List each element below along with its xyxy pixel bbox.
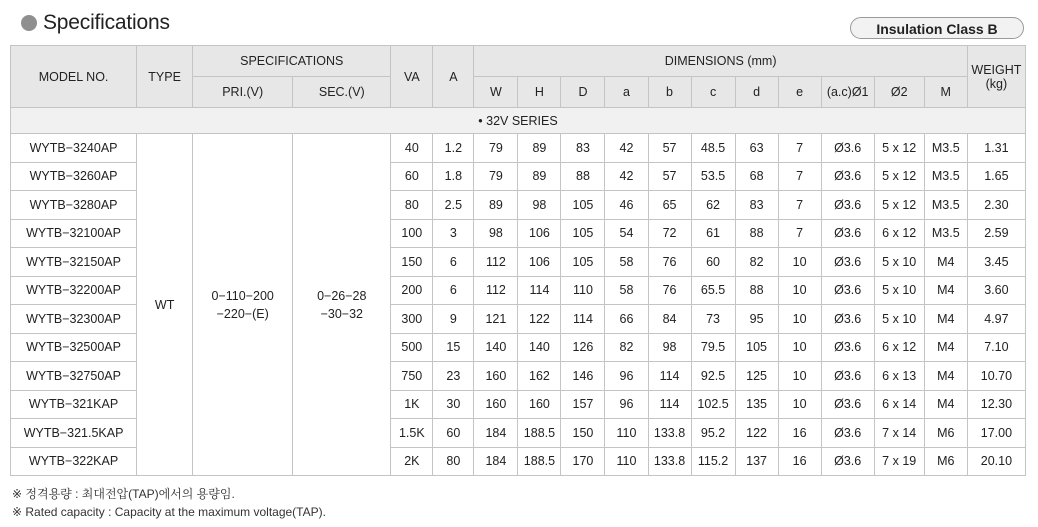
cell-dd: 122 <box>735 419 778 448</box>
cell-va: 200 <box>391 276 433 305</box>
cell-da: 42 <box>605 134 648 163</box>
cell-e: 10 <box>778 362 821 391</box>
cell-o1: Ø3.6 <box>821 276 874 305</box>
cell-a: 3 <box>433 219 474 248</box>
cell-w: 89 <box>474 191 518 220</box>
cell-e: 10 <box>778 390 821 419</box>
footnote-english: ※ Rated capacity : Capacity at the maximum voltage(TAP). <box>12 505 326 519</box>
cell-da: 42 <box>605 162 648 191</box>
cell-model: WYTB−32150AP <box>11 248 137 277</box>
cell-o1: Ø3.6 <box>821 162 874 191</box>
cell-pri <box>193 134 293 476</box>
cell-model: WYTB−322KAP <box>11 447 137 476</box>
footnotes <box>12 485 326 521</box>
cell-o2: 5 x 12 <box>874 162 924 191</box>
cell-w: 160 <box>474 362 518 391</box>
cell-dd: 135 <box>735 390 778 419</box>
cell-o2: 6 x 12 <box>874 219 924 248</box>
cell-da: 96 <box>605 390 648 419</box>
cell-model: WYTB−32750AP <box>11 362 137 391</box>
cell-dd: 68 <box>735 162 778 191</box>
cell-e: 10 <box>778 276 821 305</box>
cell-weight: 2.59 <box>967 219 1025 248</box>
cell-e: 10 <box>778 333 821 362</box>
cell-va: 2K <box>391 447 433 476</box>
cell-e: 10 <box>778 305 821 334</box>
cell-e: 7 <box>778 134 821 163</box>
cell-va: 40 <box>391 134 433 163</box>
cell-da: 46 <box>605 191 648 220</box>
header-bar <box>0 0 1038 44</box>
cell-c: 115.2 <box>691 447 735 476</box>
header-dim-e: e <box>778 77 821 108</box>
cell-c: 65.5 <box>691 276 735 305</box>
cell-o2: 6 x 14 <box>874 390 924 419</box>
cell-o1: Ø3.6 <box>821 390 874 419</box>
cell-o1: Ø3.6 <box>821 191 874 220</box>
cell-h: 188.5 <box>518 447 561 476</box>
cell-h: 162 <box>518 362 561 391</box>
cell-m: M6 <box>924 419 967 448</box>
cell-weight: 17.00 <box>967 419 1025 448</box>
cell-model: WYTB−32100AP <box>11 219 137 248</box>
header-dim-m: M <box>924 77 967 108</box>
cell-dd: 125 <box>735 362 778 391</box>
cell-m: M3.5 <box>924 219 967 248</box>
cell-a: 9 <box>433 305 474 334</box>
insulation-class-badge: Insulation Class B <box>850 17 1024 39</box>
header-dim-a: a <box>605 77 648 108</box>
cell-d: 170 <box>561 447 605 476</box>
cell-dd: 105 <box>735 333 778 362</box>
cell-d: 126 <box>561 333 605 362</box>
cell-va: 80 <box>391 191 433 220</box>
cell-model: WYTB−321KAP <box>11 390 137 419</box>
cell-m: M6 <box>924 447 967 476</box>
header-dim-phi1: (a.c)Ø1 <box>821 77 874 108</box>
cell-a: 1.8 <box>433 162 474 191</box>
cell-c: 92.5 <box>691 362 735 391</box>
header-pri: PRI.(V) <box>193 77 293 108</box>
cell-b: 76 <box>648 276 691 305</box>
cell-c: 61 <box>691 219 735 248</box>
cell-w: 112 <box>474 248 518 277</box>
cell-m: M4 <box>924 248 967 277</box>
cell-weight: 3.45 <box>967 248 1025 277</box>
footnote-korean: ※ 정격용량 : 최대전압(TAP)에서의 용량임. <box>12 487 235 501</box>
cell-a: 2.5 <box>433 191 474 220</box>
cell-dd: 95 <box>735 305 778 334</box>
header-va: VA <box>391 46 433 108</box>
cell-b: 72 <box>648 219 691 248</box>
cell-da: 96 <box>605 362 648 391</box>
cell-va: 100 <box>391 219 433 248</box>
cell-model: WYTB−321.5KAP <box>11 419 137 448</box>
cell-h: 106 <box>518 219 561 248</box>
cell-w: 184 <box>474 419 518 448</box>
cell-o2: 5 x 10 <box>874 248 924 277</box>
cell-o1: Ø3.6 <box>821 134 874 163</box>
cell-va: 500 <box>391 333 433 362</box>
cell-c: 53.5 <box>691 162 735 191</box>
cell-e: 10 <box>778 248 821 277</box>
header-dim-w: W <box>474 77 518 108</box>
cell-o1: Ø3.6 <box>821 362 874 391</box>
cell-c: 62 <box>691 191 735 220</box>
cell-va: 1.5K <box>391 419 433 448</box>
cell-va: 300 <box>391 305 433 334</box>
cell-c: 73 <box>691 305 735 334</box>
cell-w: 184 <box>474 447 518 476</box>
cell-dd: 82 <box>735 248 778 277</box>
header-dim-phi2: Ø2 <box>874 77 924 108</box>
cell-w: 98 <box>474 219 518 248</box>
cell-weight: 20.10 <box>967 447 1025 476</box>
cell-h: 89 <box>518 162 561 191</box>
cell-c: 79.5 <box>691 333 735 362</box>
header-dim-d-small: d <box>735 77 778 108</box>
cell-o1: Ø3.6 <box>821 248 874 277</box>
title-group <box>21 11 170 35</box>
cell-e: 16 <box>778 419 821 448</box>
bullet-icon <box>21 15 37 31</box>
cell-c: 102.5 <box>691 390 735 419</box>
cell-o2: 7 x 19 <box>874 447 924 476</box>
cell-weight: 3.60 <box>967 276 1025 305</box>
cell-h: 106 <box>518 248 561 277</box>
cell-d: 157 <box>561 390 605 419</box>
cell-c: 48.5 <box>691 134 735 163</box>
cell-o1: Ø3.6 <box>821 333 874 362</box>
cell-va: 60 <box>391 162 433 191</box>
cell-b: 57 <box>648 134 691 163</box>
cell-h: 160 <box>518 390 561 419</box>
cell-type: WT <box>137 134 193 476</box>
header-type: TYPE <box>137 46 193 108</box>
cell-w: 79 <box>474 134 518 163</box>
cell-b: 76 <box>648 248 691 277</box>
cell-m: M4 <box>924 390 967 419</box>
cell-o1: Ø3.6 <box>821 419 874 448</box>
cell-da: 66 <box>605 305 648 334</box>
cell-d: 114 <box>561 305 605 334</box>
cell-o2: 6 x 13 <box>874 362 924 391</box>
cell-weight: 7.10 <box>967 333 1025 362</box>
pri-line: 0−110−200 <box>211 288 274 303</box>
cell-h: 188.5 <box>518 419 561 448</box>
cell-a: 23 <box>433 362 474 391</box>
cell-d: 110 <box>561 276 605 305</box>
cell-b: 133.8 <box>648 419 691 448</box>
cell-model: WYTB−3240AP <box>11 134 137 163</box>
table-header <box>11 46 1026 108</box>
cell-da: 110 <box>605 419 648 448</box>
cell-d: 105 <box>561 191 605 220</box>
page-title: Specifications <box>43 11 170 34</box>
header-model: MODEL NO. <box>11 46 137 108</box>
cell-b: 65 <box>648 191 691 220</box>
cell-a: 30 <box>433 390 474 419</box>
cell-da: 54 <box>605 219 648 248</box>
table-body <box>11 134 1026 476</box>
cell-da: 82 <box>605 333 648 362</box>
cell-h: 114 <box>518 276 561 305</box>
header-specifications: SPECIFICATIONS <box>193 46 391 77</box>
header-dimensions: DIMENSIONS (mm) <box>474 46 967 77</box>
cell-va: 150 <box>391 248 433 277</box>
cell-b: 114 <box>648 362 691 391</box>
cell-a: 1.2 <box>433 134 474 163</box>
cell-m: M4 <box>924 305 967 334</box>
sec-line: 0−26−28 <box>317 288 367 303</box>
cell-o2: 5 x 12 <box>874 191 924 220</box>
cell-e: 7 <box>778 162 821 191</box>
cell-h: 122 <box>518 305 561 334</box>
cell-dd: 88 <box>735 219 778 248</box>
cell-b: 98 <box>648 333 691 362</box>
cell-dd: 137 <box>735 447 778 476</box>
cell-weight: 1.31 <box>967 134 1025 163</box>
cell-o2: 7 x 14 <box>874 419 924 448</box>
cell-weight: 12.30 <box>967 390 1025 419</box>
cell-weight: 1.65 <box>967 162 1025 191</box>
pri-line: −220−(E) <box>216 306 269 321</box>
header-dim-d: D <box>561 77 605 108</box>
cell-m: M3.5 <box>924 191 967 220</box>
cell-w: 160 <box>474 390 518 419</box>
cell-dd: 83 <box>735 191 778 220</box>
cell-o1: Ø3.6 <box>821 305 874 334</box>
cell-sec <box>293 134 391 476</box>
series-label: • 32V SERIES <box>11 108 1026 134</box>
cell-m: M3.5 <box>924 162 967 191</box>
cell-h: 89 <box>518 134 561 163</box>
cell-h: 98 <box>518 191 561 220</box>
cell-model: WYTB−3260AP <box>11 162 137 191</box>
cell-c: 95.2 <box>691 419 735 448</box>
header-dim-b: b <box>648 77 691 108</box>
cell-w: 121 <box>474 305 518 334</box>
cell-weight: 2.30 <box>967 191 1025 220</box>
cell-e: 16 <box>778 447 821 476</box>
cell-dd: 63 <box>735 134 778 163</box>
header-dim-c: c <box>691 77 735 108</box>
header-a: A <box>433 46 474 108</box>
cell-c: 60 <box>691 248 735 277</box>
cell-weight: 10.70 <box>967 362 1025 391</box>
cell-o2: 5 x 10 <box>874 305 924 334</box>
cell-w: 112 <box>474 276 518 305</box>
cell-da: 110 <box>605 447 648 476</box>
specifications-table <box>10 45 1026 476</box>
header-weight-label: WEIGHT <box>971 62 1022 77</box>
cell-weight: 4.97 <box>967 305 1025 334</box>
cell-w: 140 <box>474 333 518 362</box>
cell-e: 7 <box>778 219 821 248</box>
cell-e: 7 <box>778 191 821 220</box>
cell-a: 6 <box>433 248 474 277</box>
cell-b: 133.8 <box>648 447 691 476</box>
cell-o1: Ø3.6 <box>821 219 874 248</box>
cell-model: WYTB−32300AP <box>11 305 137 334</box>
cell-o2: 5 x 12 <box>874 134 924 163</box>
cell-m: M3.5 <box>924 134 967 163</box>
cell-h: 140 <box>518 333 561 362</box>
cell-d: 83 <box>561 134 605 163</box>
cell-a: 60 <box>433 419 474 448</box>
cell-m: M4 <box>924 333 967 362</box>
cell-a: 80 <box>433 447 474 476</box>
cell-m: M4 <box>924 362 967 391</box>
cell-b: 114 <box>648 390 691 419</box>
cell-a: 6 <box>433 276 474 305</box>
cell-o1: Ø3.6 <box>821 447 874 476</box>
cell-a: 15 <box>433 333 474 362</box>
cell-b: 57 <box>648 162 691 191</box>
cell-model: WYTB−3280AP <box>11 191 137 220</box>
header-weight <box>967 46 1025 108</box>
cell-va: 750 <box>391 362 433 391</box>
cell-d: 105 <box>561 219 605 248</box>
cell-model: WYTB−32500AP <box>11 333 137 362</box>
header-dim-h: H <box>518 77 561 108</box>
header-weight-unit: (kg) <box>985 76 1008 91</box>
cell-m: M4 <box>924 276 967 305</box>
cell-d: 88 <box>561 162 605 191</box>
cell-va: 1K <box>391 390 433 419</box>
sec-line: −30−32 <box>320 306 363 321</box>
cell-d: 150 <box>561 419 605 448</box>
header-sec: SEC.(V) <box>293 77 391 108</box>
cell-o2: 6 x 12 <box>874 333 924 362</box>
table-row <box>11 134 1026 163</box>
cell-o2: 5 x 10 <box>874 276 924 305</box>
cell-dd: 88 <box>735 276 778 305</box>
cell-da: 58 <box>605 276 648 305</box>
cell-b: 84 <box>648 305 691 334</box>
cell-da: 58 <box>605 248 648 277</box>
cell-w: 79 <box>474 162 518 191</box>
cell-d: 105 <box>561 248 605 277</box>
cell-d: 146 <box>561 362 605 391</box>
cell-model: WYTB−32200AP <box>11 276 137 305</box>
